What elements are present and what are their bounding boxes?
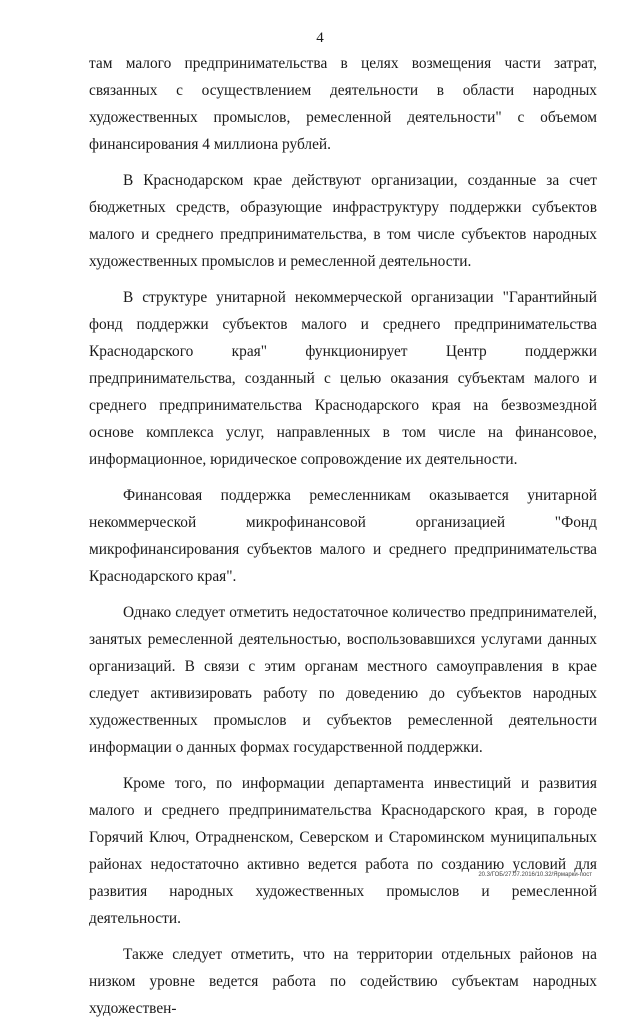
page-number: 4 bbox=[316, 30, 324, 46]
paragraph-5: Однако следует отметить недостаточное количество предпринимателей, занятых ремесленной деятельностью, воспользовавшихся услугами данных организаций. В связи с этим органам местного самоуправления в крае следует активизировать работу по доведению до субъектов народных художественных промыслов и субъектов ремесленной деятельности информации о данных формах государственной поддержки. bbox=[89, 604, 597, 756]
document-body bbox=[89, 50, 597, 1031]
paragraph-4: Финансовая поддержка ремесленникам оказывается унитарной некоммерческой микрофинансовой организацией "Фонд микрофинансирования субъектов малого и среднего предпринимательства Краснодарского края". bbox=[89, 487, 597, 585]
paragraph-6: Кроме того, по информации департамента инвестиций и развития малого и среднего предпринимательства Краснодарского края, в городе Горячий Ключ, Отрадненском, Северском и Староминском муниципальных районах недостаточно активно ведется работа по созданию условий для развития народных художественных промыслов и ремесленной деятельности. bbox=[89, 775, 597, 927]
paragraph-3: В структуре унитарной некоммерческой организации "Гарантийный фонд поддержки субъектов малого и среднего предпринимательства Краснодарского края" функционирует Центр поддержки предпринимательства, созданный с целью оказания субъектам малого и среднего предпринимательства Краснодарского края на безвозмездной основе комплекса услуг, направленных в том числе на финансовое, информационное, юридическое сопровождение их деятельности. bbox=[89, 289, 597, 468]
paragraph-1: там малого предпринимательства в целях возмещения части затрат, связанных с осуществлением деятельности в области народных художественных промыслов, ремесленной деятельности" с объемом финансирования 4 миллиона рублей. bbox=[89, 55, 597, 153]
paragraph-2: В Краснодарском крае действуют организации, созданные за счет бюджетных средств, образующие инфраструктуру поддержки субъектов малого и среднего предпринимательства, в том числе субъектов народных художественных промыслов и ремесленной деятельности. bbox=[89, 172, 597, 270]
paragraph-7: Также следует отметить, что на территории отдельных районов на низком уровне ведется работа по содействию субъектам народных художествен- bbox=[89, 946, 597, 1017]
footer-doc-code: 20.3/ГОБ/27.07.2016/10.32/Ярмарки-пост bbox=[478, 872, 592, 878]
